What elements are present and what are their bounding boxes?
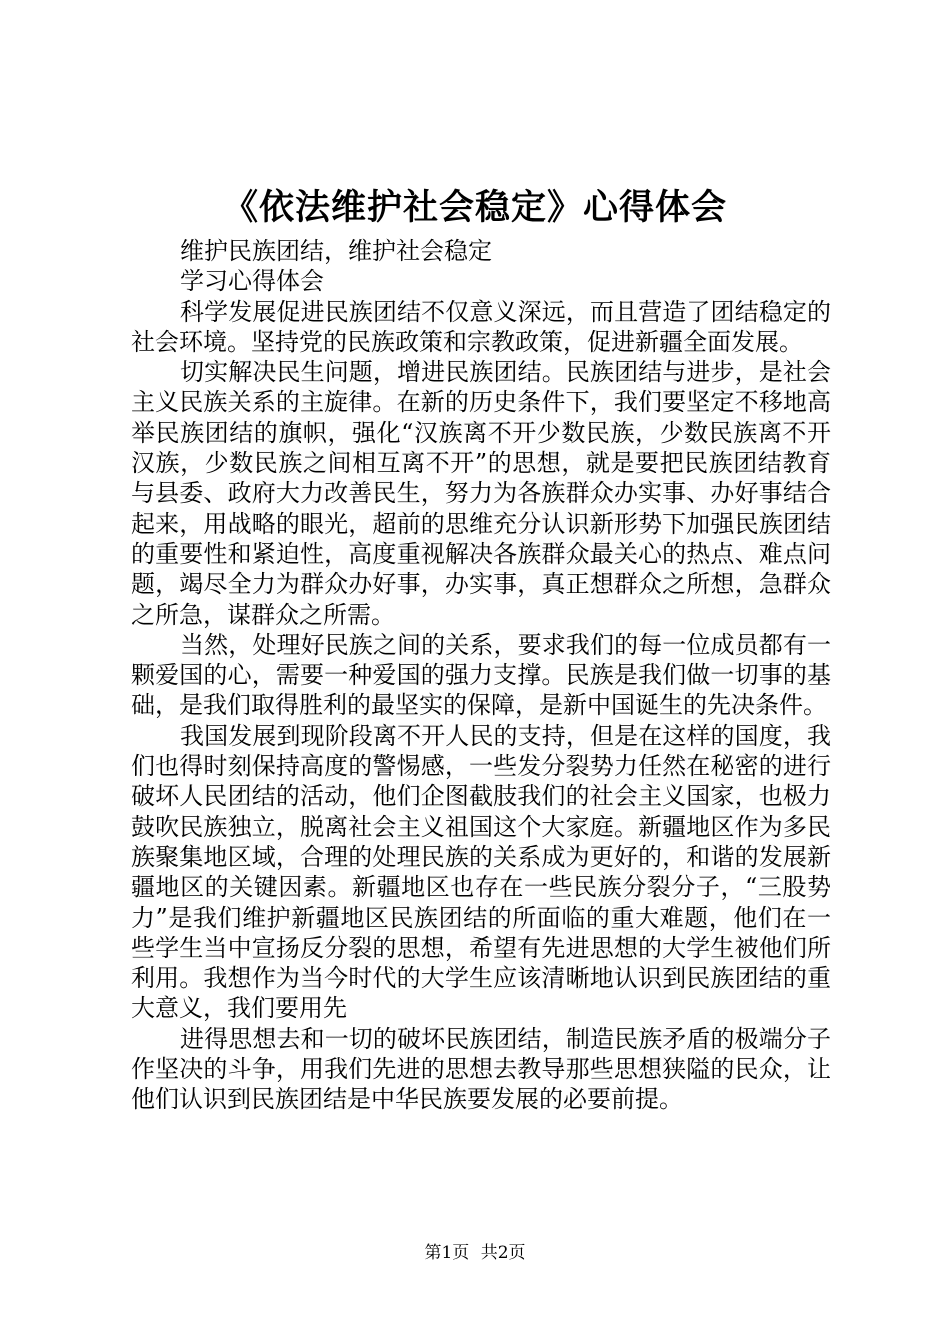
paragraph: 进得思想去和一切的破坏民族团结，制造民族矛盾的极端分子作坚决的斗争，用我们先进的思想去教导那些思想狭隘的民众，让他们认识到民族团结是中华民族要发展的必要前提。 — [131, 1024, 831, 1114]
document-title: 《依法维护社会稳定》心得体会 — [222, 188, 727, 228]
paragraph: 当然，处理好民族之间的关系，要求我们的每一位成员都有一颗爱国的心，需要一种爱国的强力支撑。民族是我们做一切事的基础，是我们取得胜利的最坚实的保障，是新中国诞生的先决条件。 — [131, 630, 831, 720]
paragraph: 科学发展促进民族团结不仅意义深远，而且营造了团结稳定的社会环境。坚持党的民族政策和宗教政策，促进新疆全面发展。 — [131, 297, 831, 356]
paragraph: 我国发展到现阶段离不开人民的支持，但是在这样的国度，我们也得时刻保持高度的警惕感，一些发分裂势力任然在秘密的进行破坏人民团结的活动，他们企图截肢我们的社会主义国家，也极力鼓吹民族独立，脱离社会主义祖国这个大家庭。新疆地区作为多民族聚集地区域，合理的处理民族的关系成为更好的，和谐的发展新疆地区的关键因素。新疆地区也存在一些民族分裂分子，“三股势力”是我们维护新疆地区民族团结的所面临的重大难题，他们在一些学生当中宣扬反分裂的思想，希望有先进思想的大学生被他们所利用。我想作为当今时代的大学生应该清晰地认识到民族团结的重大意义，我们要用先 — [131, 721, 831, 1023]
page-total: 共2页 — [480, 1243, 526, 1263]
paragraph: 切实解决民生问题，增进民族团结。民族团结与进步，是社会主义民族关系的主旋律。在新的历史条件下，我们要坚定不移地高举民族团结的旗帜，强化“汉族离不开少数民族，少数民族离不开汉族，少数民族之间相互离不开”的思想，就是要把民族团结教育与县委、政府大力改善民生，努力为各族群众办实事、办好事结合起来，用战略的眼光，超前的思维充分认识新形势下加强民族团结的重要性和紧迫性，高度重视解决各族群众最关心的热点、难点问题，竭尽全力为群众办好事，办实事，真正想群众之所想，急群众之所急，谋群众之所需。 — [131, 358, 831, 629]
document-body — [131, 236, 831, 1115]
page-footer — [0, 1241, 950, 1265]
subtitle-line-2: 学习心得体会 — [180, 267, 324, 296]
page-number: 第1页 — [424, 1243, 470, 1263]
subtitle-line-1: 维护民族团结，维护社会稳定 — [180, 237, 492, 265]
